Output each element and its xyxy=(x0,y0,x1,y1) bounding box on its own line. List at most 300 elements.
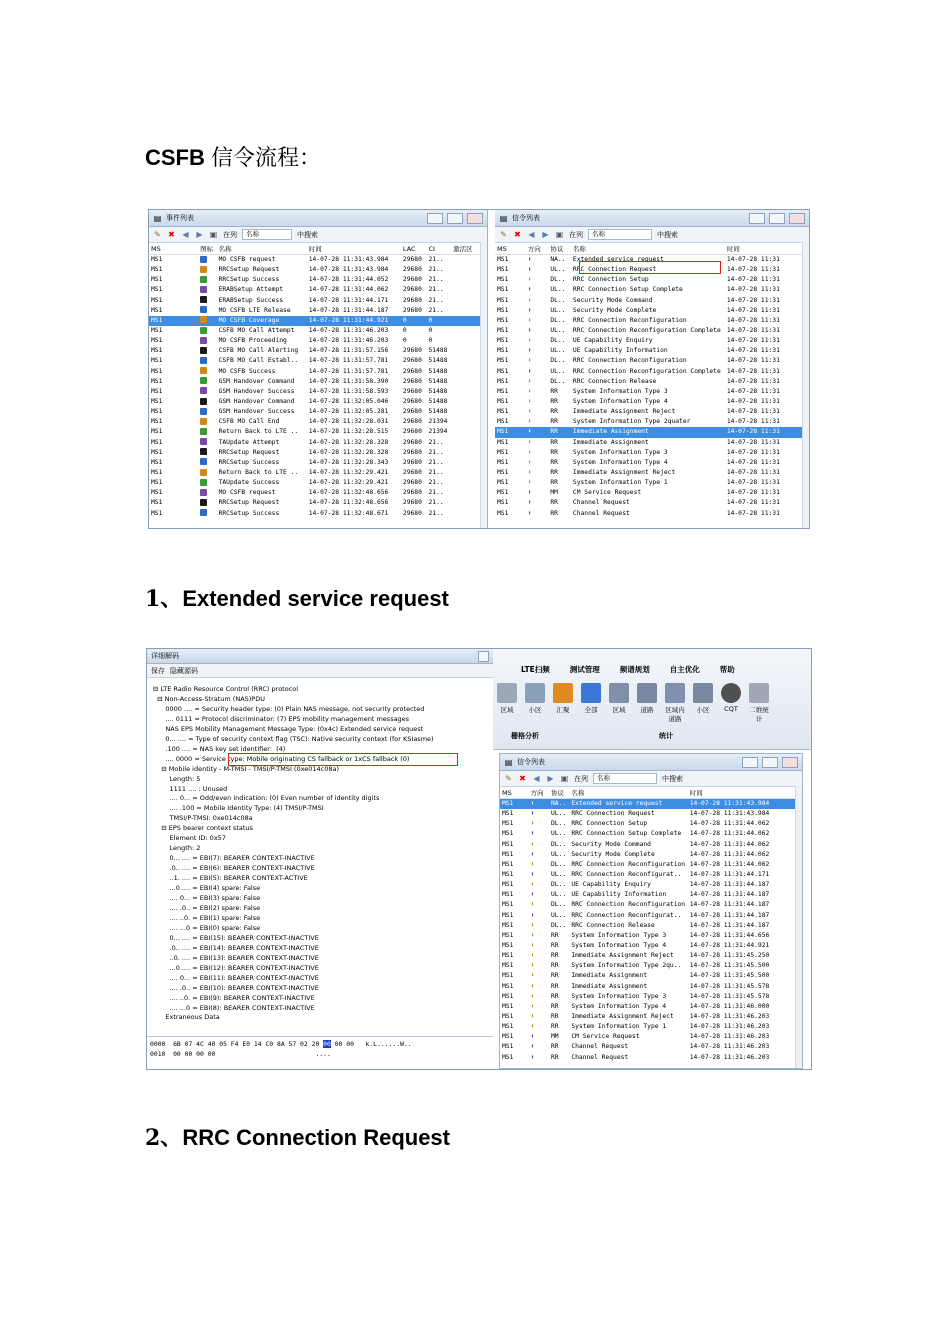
tree-node[interactable]: .... .100 = Mobile Identity Type: (4) TMSI/P-TMSI xyxy=(153,804,324,813)
ms-cell: MS1 xyxy=(502,871,514,879)
table-row[interactable] xyxy=(149,498,487,508)
time-cell: 14-07-28 11:31:45.500 xyxy=(689,962,770,970)
time-cell: 14-07-28 11:31 xyxy=(726,377,780,385)
protocol-cell: UL.. xyxy=(550,830,567,838)
tree-node[interactable]: Element ID: 0x57 xyxy=(153,834,226,843)
direction-cell xyxy=(529,982,549,992)
table-row[interactable] xyxy=(149,255,487,266)
ms-cell: MS1 xyxy=(151,256,163,264)
time-cell: 14-07-28 11:31 xyxy=(726,438,780,446)
time-cell: 14-07-28 11:31:44.187 xyxy=(689,911,770,919)
table-row[interactable] xyxy=(495,417,809,427)
tree-node[interactable]: .... ..0. = EBI(9): BEARER CONTEXT-INACTIVE xyxy=(153,993,315,1002)
ribbon-groups xyxy=(493,723,811,741)
name-cell: RRC Connection Reconfigurat.. xyxy=(571,871,682,879)
ms-cell: MS1 xyxy=(502,972,514,980)
table-row[interactable] xyxy=(500,1042,802,1052)
table-row[interactable] xyxy=(500,850,802,860)
table-row[interactable] xyxy=(495,448,809,458)
maximize-button[interactable] xyxy=(769,213,785,224)
print-icon[interactable]: ▣ xyxy=(555,230,564,239)
ribbon-tool-icon[interactable] xyxy=(693,683,713,703)
lac-cell: 29680 xyxy=(402,458,422,466)
table-row[interactable] xyxy=(500,890,802,900)
time-cell: 14-07-28 11:31:44.171 xyxy=(308,296,389,304)
tree-node[interactable]: TMSI/P-TMSI: 0xe014c08a xyxy=(153,814,253,823)
protocol-cell: RR xyxy=(550,408,558,416)
ms-cell: MS1 xyxy=(151,428,163,436)
event-icon xyxy=(200,438,207,445)
column-header[interactable]: LAC xyxy=(401,243,427,255)
column-select[interactable]: 名称 xyxy=(593,773,657,784)
table-row[interactable] xyxy=(495,478,809,488)
table-row[interactable] xyxy=(500,941,802,951)
ms-cell: MS1 xyxy=(151,387,163,395)
tree-node[interactable]: .... 0000 = Service type: Mobile originating CS fallback or 1xCS fallback (0) xyxy=(153,754,410,763)
tree-node[interactable]: Length: 2 xyxy=(153,844,201,853)
name-cell: Immediate Assignment xyxy=(571,427,725,437)
ms-cell: MS1 xyxy=(502,1002,514,1010)
column-header[interactable]: 名称 xyxy=(569,787,687,799)
table-row[interactable] xyxy=(500,971,802,981)
direction-cell xyxy=(526,387,549,397)
column-header[interactable]: 名称 xyxy=(571,243,725,255)
direction-cell xyxy=(529,809,549,819)
events-scrollbar[interactable] xyxy=(480,242,487,528)
ribbon-tool-icon[interactable] xyxy=(609,683,629,703)
tree-node[interactable]: .... 0... = Odd/even indication: (0) Even number of identity digits xyxy=(153,794,380,803)
table-row[interactable] xyxy=(495,356,809,366)
tree-node[interactable]: .... .0.. = EBI(10): BEARER CONTEXT-INACTIVE xyxy=(153,983,319,992)
table-row[interactable] xyxy=(149,326,487,336)
table-row[interactable] xyxy=(149,296,487,306)
tree-node[interactable]: .... .0.. = EBI(2) spare: False xyxy=(153,903,261,912)
tree-node[interactable]: ⊟ Mobile identity - M-TMSI - TMSI/P-TMSI (0xe014c08a) xyxy=(153,764,340,773)
table-row[interactable] xyxy=(500,880,802,890)
protocol-cell: RR xyxy=(550,962,559,970)
name-cell: CM Service Request xyxy=(572,489,642,497)
protocol-cell: DL.. xyxy=(550,377,566,385)
table-row[interactable] xyxy=(149,468,487,478)
tree-node[interactable]: ...0 .... = EBI(12): BEARER CONTEXT-INACTIVE xyxy=(153,963,319,972)
signal-scrollbar[interactable] xyxy=(802,242,809,528)
save-button[interactable]: 保存 xyxy=(151,666,165,675)
protocol-cell: RR xyxy=(550,499,558,507)
column-header[interactable]: 协议 xyxy=(549,787,569,799)
close-button[interactable] xyxy=(782,757,798,768)
time-cell: 14-07-28 11:31 xyxy=(726,276,780,284)
direction-cell xyxy=(526,356,549,366)
close-button[interactable] xyxy=(467,213,483,224)
lac-cell: 29680 xyxy=(402,398,422,406)
delete-icon[interactable]: ✖ xyxy=(519,774,526,783)
table-row[interactable] xyxy=(500,900,802,910)
event-icon xyxy=(200,266,207,273)
ribbon-tool-icon[interactable] xyxy=(637,683,657,703)
time-cell: 14-07-28 11:31:46.203 xyxy=(689,1053,770,1061)
name-cell: UE Capability Enquiry xyxy=(572,337,653,345)
forward-arrow-icon[interactable]: ▶ xyxy=(547,774,554,783)
arrow-up-icon: ⬆ xyxy=(527,266,532,274)
name-cell: CM Service Request xyxy=(571,1033,640,1041)
time-cell: 14-07-28 11:31 xyxy=(726,489,780,497)
table-row[interactable] xyxy=(149,397,487,407)
protocol-cell: UL.. xyxy=(550,286,566,294)
hide-source-button[interactable]: 隐藏源码 xyxy=(170,666,198,675)
column-header[interactable]: 协议 xyxy=(548,243,571,255)
table-row[interactable] xyxy=(495,427,809,437)
protocol-cell: DL.. xyxy=(550,357,566,365)
table-row[interactable] xyxy=(500,1022,802,1032)
column-header[interactable]: MS xyxy=(495,243,526,255)
table-row[interactable] xyxy=(149,316,487,326)
column-header[interactable]: 图标 xyxy=(198,243,216,255)
ribbon-tool-label: CQT xyxy=(724,705,738,713)
print-icon[interactable]: ▣ xyxy=(209,230,218,239)
edit-icon[interactable]: ✎ xyxy=(154,230,161,239)
table-row[interactable] xyxy=(149,387,487,397)
name-cell: UE Capability Enquiry xyxy=(571,881,651,889)
name-cell: Immediate Assignment xyxy=(571,972,648,980)
name-cell: RRCSetup Request xyxy=(218,499,280,507)
maximize-button[interactable] xyxy=(447,213,463,224)
name-cell: Channel Request xyxy=(572,499,630,507)
tree-node[interactable]: ⊟ EPS bearer context status xyxy=(153,824,253,833)
ribbon-tool-label: 区域 xyxy=(500,706,514,714)
time-cell: 14-07-28 11:31:46.203 xyxy=(689,1013,770,1021)
print-icon[interactable]: ▣ xyxy=(560,774,569,783)
protocol-cell: UL.. xyxy=(550,347,566,355)
tree-node[interactable]: .... 0111 = Protocol discriminator: (7) EPS mobility management messages xyxy=(153,714,410,723)
search-button[interactable]: 中搜索 xyxy=(657,230,678,239)
arrow-down-icon: ⬇ xyxy=(530,860,535,868)
table-row[interactable] xyxy=(495,275,809,285)
tree-node[interactable]: NAS EPS Mobility Management Message Type: (0x4c) Extended service request xyxy=(153,724,424,733)
table-row[interactable] xyxy=(500,870,802,880)
section-heading-rrc-connection-request xyxy=(145,1121,450,1152)
tree-node[interactable]: .... ..0. = EBI(1) spare: False xyxy=(153,913,261,922)
event-icon xyxy=(200,357,207,364)
tree-node[interactable]: .... ...0 = EBI(8): BEARER CONTEXT-INACTIVE xyxy=(153,1003,315,1012)
table-row[interactable] xyxy=(495,306,809,316)
table-row[interactable] xyxy=(500,921,802,931)
table-row[interactable] xyxy=(149,417,487,427)
table-row[interactable] xyxy=(149,356,487,366)
forward-arrow-icon[interactable]: ▶ xyxy=(196,230,203,239)
event-icon xyxy=(200,377,207,384)
ms-cell: MS1 xyxy=(502,1043,514,1051)
arrow-down-icon: ⬇ xyxy=(527,296,532,304)
table-row[interactable] xyxy=(500,1053,802,1063)
table-row[interactable] xyxy=(149,438,487,448)
ci-cell: 21.. xyxy=(428,458,444,466)
event-icon-cell xyxy=(198,326,216,336)
table-row[interactable] xyxy=(495,438,809,448)
table-row[interactable] xyxy=(495,377,809,387)
direction-cell xyxy=(529,890,549,900)
in-column-button[interactable]: 在列 xyxy=(223,230,237,239)
tree-node[interactable]: .... 0... = EBI(3) spare: False xyxy=(153,894,261,903)
ci-cell: 21394 xyxy=(428,418,448,426)
tree-node[interactable]: ..0. .... = EBI(13): BEARER CONTEXT-INACTIVE xyxy=(153,953,319,962)
time-cell: 14-07-28 11:31:57.156 xyxy=(308,347,389,355)
lac-cell: 29680 xyxy=(402,428,422,436)
ribbon-menu-item[interactable]: 测试管理 xyxy=(569,665,600,674)
time-cell: 14-07-28 11:31:45.578 xyxy=(689,992,770,1000)
table-row[interactable] xyxy=(500,829,802,839)
table-row[interactable] xyxy=(495,336,809,346)
table-row[interactable] xyxy=(149,336,487,346)
table-row[interactable] xyxy=(495,346,809,356)
ribbon-menu-item[interactable]: 帮助 xyxy=(719,665,735,674)
hex-line: 0010 00 00 00 00 .... xyxy=(150,1050,331,1058)
ms-cell: MS1 xyxy=(502,891,514,899)
ribbon-menu-item[interactable]: 自主优化 xyxy=(669,665,700,674)
ms-cell: MS1 xyxy=(151,266,163,274)
tree-node[interactable]: Length: 5 xyxy=(153,774,201,783)
event-icon-cell xyxy=(198,427,216,437)
tree-node[interactable]: 1111 .... : Unused xyxy=(153,784,228,793)
column-header[interactable]: 激活区 xyxy=(451,243,487,255)
protocol-cell: UL.. xyxy=(550,871,567,879)
table-row[interactable] xyxy=(500,1002,802,1012)
direction-cell xyxy=(529,1012,549,1022)
table-row[interactable] xyxy=(495,458,809,468)
arrow-up-icon: ⬆ xyxy=(530,800,535,808)
name-cell: RRC Connection Request xyxy=(572,266,657,274)
ribbon-tool-icon[interactable] xyxy=(721,683,741,703)
table-row[interactable] xyxy=(500,931,802,941)
ribbon-tool-label: 汇聚 xyxy=(556,706,570,714)
table-row[interactable] xyxy=(500,860,802,870)
time-cell: 14-07-28 11:31:46.203 xyxy=(308,337,389,345)
tree-node[interactable]: 0... .... = EBI(7): BEARER CONTEXT-INACTIVE xyxy=(153,854,315,863)
tree-node[interactable]: .... ...0 = EBI(0) spare: False xyxy=(153,923,261,932)
table-row[interactable] xyxy=(500,911,802,921)
minimize-button[interactable] xyxy=(742,757,758,768)
table-row[interactable] xyxy=(149,448,487,458)
column-select[interactable]: 名称 xyxy=(588,229,652,240)
ms-cell: MS1 xyxy=(151,337,163,345)
table-row[interactable] xyxy=(500,799,802,810)
table-row[interactable] xyxy=(495,498,809,508)
ribbon-menu-item[interactable]: 频谱规划 xyxy=(619,665,650,674)
event-icon xyxy=(200,408,207,415)
ribbon-tool-icon[interactable] xyxy=(749,683,769,703)
events-toolbar xyxy=(149,227,487,243)
table-row[interactable] xyxy=(495,397,809,407)
column-header[interactable]: 时间 xyxy=(725,243,809,255)
close-button[interactable] xyxy=(789,213,805,224)
ci-cell: 21.. xyxy=(428,256,444,264)
protocol-cell: RR xyxy=(550,418,558,426)
tree-node[interactable]: 0000 .... = Security header type: (0) Plain NAS message, not security protected xyxy=(153,704,425,713)
table-row[interactable] xyxy=(495,296,809,306)
table-row[interactable] xyxy=(495,326,809,336)
tree-node[interactable]: .0.. .... = EBI(14): BEARER CONTEXT-INACTIVE xyxy=(153,943,319,952)
event-icon xyxy=(200,347,207,354)
column-select[interactable]: 名称 xyxy=(242,229,292,240)
column-header[interactable]: CI xyxy=(427,243,452,255)
protocol-cell: RR xyxy=(550,1023,559,1031)
table-row[interactable] xyxy=(149,478,487,488)
direction-cell xyxy=(529,900,549,910)
event-icon-cell xyxy=(198,468,216,478)
ribbon-menu-item[interactable]: LTE扫频 xyxy=(521,665,550,674)
table-row[interactable] xyxy=(149,488,487,498)
event-icon-cell xyxy=(198,478,216,488)
tree-node[interactable]: Extraneous Data xyxy=(153,1013,220,1022)
event-icon-cell xyxy=(198,509,216,519)
time-cell: 14-07-28 11:31:44.062 xyxy=(689,830,770,838)
time-cell: 14-07-28 11:31:44.062 xyxy=(689,860,770,868)
search-button[interactable]: 中搜索 xyxy=(297,230,318,239)
protocol-cell: MM xyxy=(550,489,558,497)
pin-button[interactable] xyxy=(478,651,489,662)
time-cell: 14-07-28 11:31:44.187 xyxy=(689,921,770,929)
ms-cell: MS1 xyxy=(502,901,514,909)
name-cell: Immediate Assignment Reject xyxy=(572,408,676,416)
tree-node[interactable]: .0.. .... = EBI(6): BEARER CONTEXT-INACTIVE xyxy=(153,864,315,873)
time-cell: 14-07-28 11:31 xyxy=(725,427,809,437)
edit-icon[interactable]: ✎ xyxy=(500,230,507,239)
ms-cell: MS1 xyxy=(151,509,163,517)
detail-title: 详细解码 xyxy=(151,652,179,660)
column-header[interactable]: MS xyxy=(149,243,198,255)
table-row[interactable] xyxy=(149,306,487,316)
column-header[interactable]: MS xyxy=(500,787,529,799)
table-row[interactable] xyxy=(500,1012,802,1022)
table-row[interactable] xyxy=(495,285,809,295)
event-icon-cell xyxy=(198,488,216,498)
ribbon-tool-label: 区域 xyxy=(612,706,626,714)
search-button[interactable]: 中搜索 xyxy=(662,774,683,783)
event-icon xyxy=(200,327,207,334)
name-cell: MO CSFB request xyxy=(218,489,276,497)
table-row[interactable] xyxy=(149,367,487,377)
event-icon-cell xyxy=(198,296,216,306)
table-row[interactable] xyxy=(149,407,487,417)
edit-icon[interactable]: ✎ xyxy=(505,774,512,783)
name-cell: Return Back to LTE .. xyxy=(218,469,299,477)
table-row[interactable] xyxy=(495,367,809,377)
arrow-up-icon: ⬆ xyxy=(527,489,532,497)
column-header[interactable]: 方向 xyxy=(526,243,549,255)
table-row[interactable] xyxy=(500,961,802,971)
column-header[interactable]: 方向 xyxy=(529,787,549,799)
table-row[interactable] xyxy=(495,468,809,478)
table-row[interactable] xyxy=(500,951,802,961)
tree-node[interactable]: 0... .... = Type of security context flag (TSC): Native security context (for KSIasme) xyxy=(153,734,434,743)
table-row[interactable] xyxy=(149,275,487,285)
table-row[interactable] xyxy=(500,809,802,819)
table-row[interactable] xyxy=(495,316,809,326)
column-header[interactable]: 名称 xyxy=(217,243,307,255)
name-cell: System Information Type 2qu.. xyxy=(571,962,682,970)
ci-cell: 21.. xyxy=(428,469,444,477)
tree-node[interactable]: ...0 .... = EBI(4) spare: False xyxy=(153,884,261,893)
event-icon-cell xyxy=(198,316,216,326)
direction-cell xyxy=(526,458,549,468)
table-row[interactable] xyxy=(149,458,487,468)
back-arrow-icon[interactable]: ◀ xyxy=(528,230,535,239)
name-cell: RRCSetup Success xyxy=(218,509,280,517)
table-row[interactable] xyxy=(149,285,487,295)
table-row[interactable] xyxy=(149,265,487,275)
back-arrow-icon[interactable]: ◀ xyxy=(182,230,189,239)
forward-arrow-icon[interactable]: ▶ xyxy=(542,230,549,239)
window-icon: ▤ xyxy=(153,213,162,223)
ci-cell: 21.. xyxy=(428,489,444,497)
direction-cell xyxy=(529,799,549,810)
delete-icon[interactable]: ✖ xyxy=(514,230,521,239)
in-column-button[interactable]: 在列 xyxy=(569,230,583,239)
column-header[interactable]: 时间 xyxy=(688,787,802,799)
tree-node[interactable]: ..1. .... = EBI(5): BEARER CONTEXT-ACTIVE xyxy=(153,874,308,883)
ribbon-tool-icon[interactable] xyxy=(497,683,517,703)
tree-node[interactable]: ⊟ Non-Access-Stratum (NAS)PDU xyxy=(153,694,265,703)
table-row[interactable] xyxy=(495,488,809,498)
time-cell: 14-07-28 11:32:28.328 xyxy=(308,448,389,456)
table-row[interactable] xyxy=(500,1032,802,1042)
name-cell: CSFB MO Call Alerting xyxy=(218,347,299,355)
in-column-button[interactable]: 在列 xyxy=(574,774,588,783)
protocol-cell: RR xyxy=(550,438,558,446)
ribbon-tool-icon[interactable] xyxy=(581,683,601,703)
maximize-button[interactable] xyxy=(762,757,778,768)
ribbon-tool-icon[interactable] xyxy=(553,683,573,703)
delete-icon[interactable]: ✖ xyxy=(168,230,175,239)
table-row[interactable] xyxy=(149,377,487,387)
ribbon-tool-icon[interactable] xyxy=(665,683,685,703)
table-row[interactable] xyxy=(149,509,487,519)
table-row[interactable] xyxy=(500,840,802,850)
table-row[interactable] xyxy=(495,407,809,417)
table-row[interactable] xyxy=(149,427,487,437)
protocol-cell: RR xyxy=(550,458,558,466)
tree-node[interactable]: 0... .... = EBI(15): BEARER CONTEXT-INACTIVE xyxy=(153,933,319,942)
arrow-up-icon: ⬆ xyxy=(530,1033,535,1041)
tree-node[interactable]: .100 .... = NAS key set identifier: (4) xyxy=(153,744,286,753)
lac-cell: 29680 xyxy=(402,357,422,365)
ms-cell: MS1 xyxy=(497,499,509,507)
name-cell: Channel Request xyxy=(571,1043,629,1051)
signal-scrollbar[interactable] xyxy=(795,786,802,1068)
minimize-button[interactable] xyxy=(427,213,443,224)
table-row[interactable] xyxy=(495,387,809,397)
arrow-down-icon: ⬇ xyxy=(527,398,532,406)
arrow-down-icon: ⬇ xyxy=(530,881,535,889)
direction-cell xyxy=(529,870,549,880)
table-row[interactable] xyxy=(149,346,487,356)
column-header[interactable]: 时间 xyxy=(307,243,401,255)
table-row[interactable] xyxy=(500,982,802,992)
ribbon-tool-icon[interactable] xyxy=(525,683,545,703)
minimize-button[interactable] xyxy=(749,213,765,224)
tree-node[interactable]: .... 0... = EBI(11): BEARER CONTEXT-INACTIVE xyxy=(153,973,319,982)
table-row[interactable] xyxy=(500,819,802,829)
protocol-cell: RR xyxy=(550,479,558,487)
time-cell: 14-07-28 11:31 xyxy=(726,266,780,274)
table-row[interactable] xyxy=(500,992,802,1002)
name-cell: UE Capability Information xyxy=(571,891,667,899)
tree-node[interactable]: ⊟ LTE Radio Resource Control (RRC) protocol xyxy=(153,685,299,693)
protocol-cell: DL.. xyxy=(550,901,567,909)
event-icon xyxy=(200,458,207,465)
table-row[interactable] xyxy=(495,509,809,519)
back-arrow-icon[interactable]: ◀ xyxy=(533,774,540,783)
ms-cell: MS1 xyxy=(149,316,198,326)
